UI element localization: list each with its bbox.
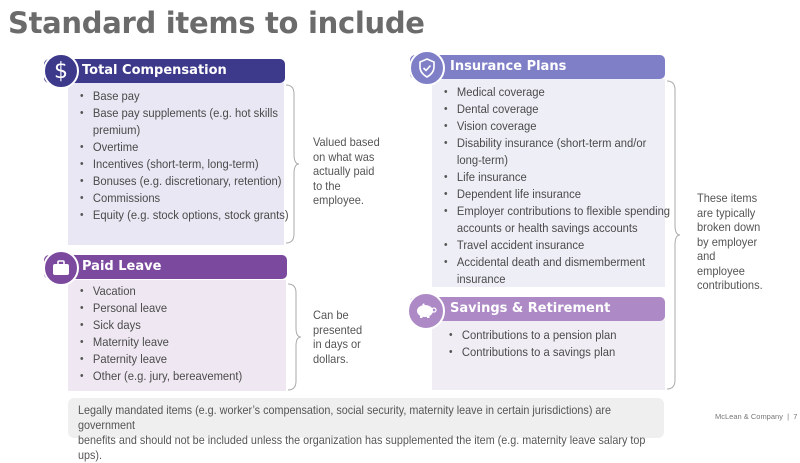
shield-check-icon xyxy=(409,50,445,86)
list-item: • Dental coverage xyxy=(444,101,670,118)
insurance-plans-body xyxy=(432,79,671,287)
savings-retirement-list xyxy=(432,320,665,361)
brand-name: McLean & Company xyxy=(715,412,783,421)
separator: | xyxy=(787,412,790,421)
list-item: • Sick days xyxy=(80,317,298,334)
list-item: • Vision coverage xyxy=(444,118,670,135)
brace-paid-leave xyxy=(286,283,302,391)
list-item: • Travel accident insurance xyxy=(444,237,670,254)
list-item: • Employer contributions to flexible spending accounts or health savings accounts xyxy=(444,203,670,237)
legal-note-line-1: Legally mandated items (e.g. worker’s compensation, social security, maternity leave in certain jurisdictions) are government xyxy=(78,403,612,432)
savings-retirement-body xyxy=(432,320,665,390)
total-compensation-list xyxy=(68,83,289,224)
footer-brand xyxy=(715,412,797,421)
paid-leave-title: Paid Leave xyxy=(82,259,162,274)
list-item: • Maternity leave xyxy=(80,334,298,351)
list-item: • Disability insurance (short-term and/or long-term) xyxy=(444,135,670,169)
piggy-bank-icon xyxy=(407,292,445,330)
brace-insurance-savings xyxy=(665,80,681,390)
savings-retirement-title: Savings & Retirement xyxy=(450,301,611,316)
paid-leave-body xyxy=(68,280,286,391)
list-item: • Vacation xyxy=(80,283,298,300)
list-item: • Commissions xyxy=(80,190,296,207)
savings-retirement-header xyxy=(410,297,665,321)
total-compensation-title: Total Compensation xyxy=(82,63,227,78)
list-item: • Life insurance xyxy=(444,169,670,186)
page-title: Standard items to include xyxy=(8,6,425,40)
insurance-savings-note: These items are typically broken down by employer and employee contributions. xyxy=(697,191,763,292)
list-item: • Contributions to a savings plan xyxy=(449,344,676,361)
insurance-plans-title: Insurance Plans xyxy=(450,59,567,74)
list-item: • Incentives (short-term, long-term) xyxy=(80,156,296,173)
list-item: • Contributions to a pension plan xyxy=(449,327,676,344)
list-item: • Equity (e.g. stock options, stock grants) xyxy=(80,207,296,224)
paid-leave-list xyxy=(68,280,286,385)
page-number: 7 xyxy=(793,412,798,421)
briefcase-icon xyxy=(43,250,79,286)
list-item: • Base pay xyxy=(80,88,296,105)
legal-note-line-2: benefits and should not be included unless the organization has supplemented the item (e.g. maternity leave salary top ups). xyxy=(78,433,646,462)
list-item: • Accidental death and dismemberment insurance xyxy=(444,254,670,288)
insurance-plans-header xyxy=(410,55,665,79)
legal-note xyxy=(68,398,664,462)
list-item: • Overtime xyxy=(80,139,296,156)
list-item: • Other (e.g. jury, bereavement) xyxy=(80,368,298,385)
list-item: • Dependent life insurance xyxy=(444,186,670,203)
list-item: • Personal leave xyxy=(80,300,298,317)
brace-total-compensation xyxy=(284,84,300,244)
dollar-icon: $ xyxy=(43,53,79,89)
list-item: • Medical coverage xyxy=(444,84,670,101)
list-item: • Base pay supplements (e.g. hot skills premium) xyxy=(80,105,296,139)
total-compensation-header xyxy=(44,59,285,83)
paid-leave-header xyxy=(44,255,287,279)
insurance-plans-list xyxy=(432,79,671,288)
list-item: • Bonuses (e.g. discretionary, retention) xyxy=(80,173,296,190)
total-compensation-note: Valued based on what was actually paid to the employee. xyxy=(313,135,380,207)
paid-leave-note: Can be presented in days or dollars. xyxy=(313,308,363,366)
list-item: • Paternity leave xyxy=(80,351,298,368)
total-compensation-body xyxy=(68,83,289,245)
